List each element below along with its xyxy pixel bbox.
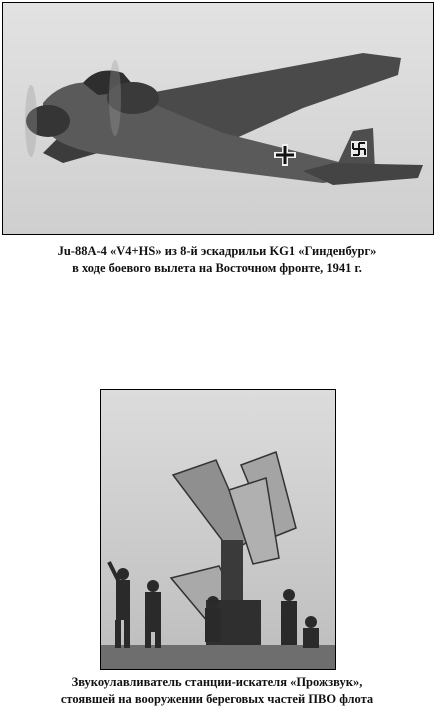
caption-2-line-2: стоявшей на вооружении береговых частей ПВО флота xyxy=(60,692,374,706)
caption-2-line-1: Звукоулавливатель станции-искателя «Прожзвук», xyxy=(71,675,363,689)
caption-1-line-1: Ju-88A-4 «V4+HS» из 8-й эскадрильи KG1 «Гинденбург» xyxy=(57,244,377,258)
figure-caption-1 xyxy=(0,243,434,277)
sound-locator-image xyxy=(101,390,335,669)
aircraft-photo xyxy=(2,2,434,235)
sound-locator-photo xyxy=(100,389,336,670)
ju88-bomber-image xyxy=(3,3,433,234)
caption-1-line-2: в ходе боевого вылета на Восточном фронте, 1941 г. xyxy=(72,261,362,275)
figure-caption-2 xyxy=(0,674,434,708)
